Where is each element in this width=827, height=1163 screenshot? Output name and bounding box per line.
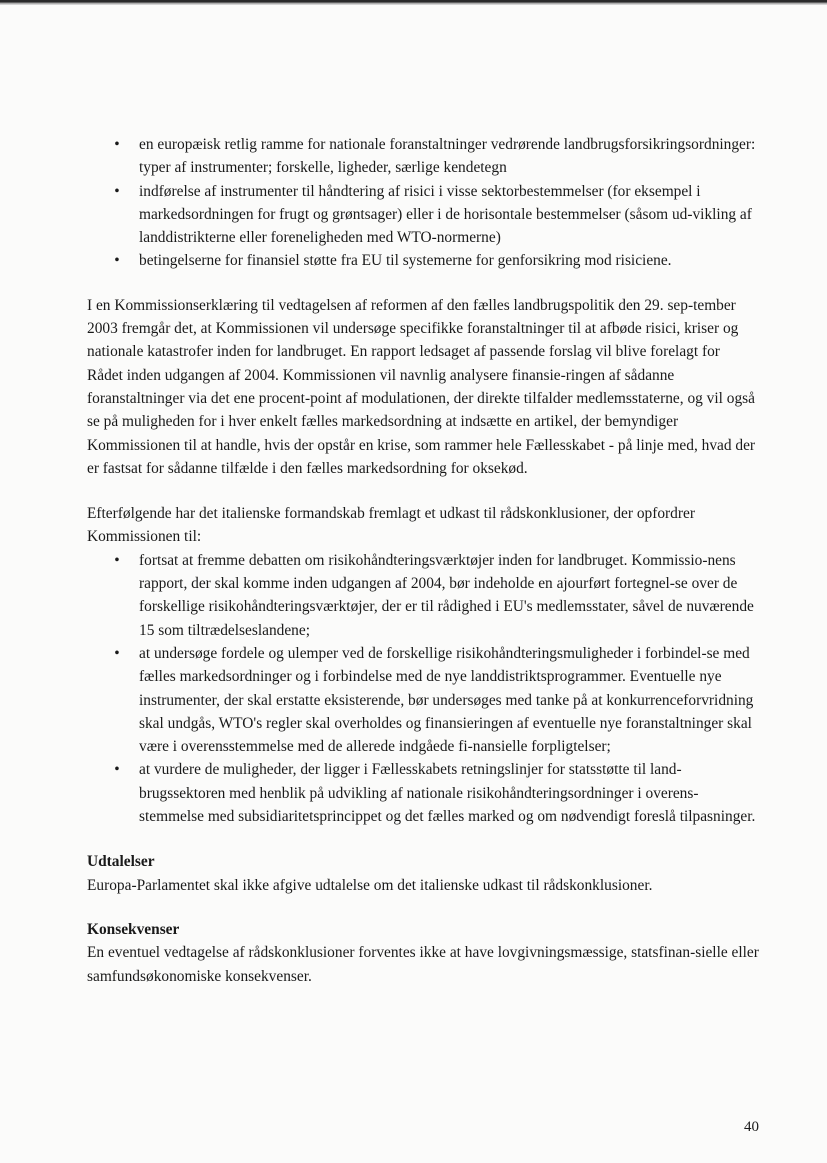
list-item-text: at undersøge fordele og ulemper ved de forskellige risikohåndteringsmuligheder i forbindel-se med fælles markedsordninger og i forbindelse med de nye landdistriktsprogrammer. Eventuelle nye instrumenter, der skal erstatte eksisterende, bør undersøges med tanke på at konkurrenceforvridning skal undgås, WTO's regler skal overholdes og finansieringen af eventuelle nye foranstaltninger skal være i overensstemmelse med de allerede indgåede fi-nansielle forpligtelser; <box>139 644 754 756</box>
page-number: 40 <box>744 1119 759 1135</box>
bullet-list-2 <box>87 549 759 829</box>
list-item-text: at vurdere de muligheder, der ligger i Fællesskabets retningslinjer for statsstøtte til land-brugssektoren med henblik på udvikling af nationale risikohåndteringsordninger i overens-stemmelse med subsidiaritetsprincippet og det fælles marked og om nødvendigt foreslå tilpasninger. <box>139 761 756 826</box>
scan-top-edge <box>0 0 827 5</box>
bullet-icon: • <box>114 136 120 153</box>
text-udtalelser: Europa-Parlamentet skal ikke afgive udtalelse om det italienske udkast til rådskonklusioner. <box>87 876 653 894</box>
bullet-icon: • <box>114 644 120 662</box>
bullet-icon: • <box>114 551 120 569</box>
bullet-icon: • <box>114 761 120 779</box>
list-item <box>87 249 759 272</box>
list-item <box>87 758 759 828</box>
paragraph-commission-declaration: I en Kommissionserklæring til vedtagelsen af reformen af den fælles landbrugspolitik den 29. sep-tember 2003 fremgår det, at Kommissionen vil undersøge specifikke foranstaltninger til at afbøde risici, kriser og nationale katastrofer inden for landbruget. En rapport ledsaget af passende forslag vil blive forelagt for Rådet inden udgangen af 2004. Kommissionen vil navnlig analysere finansie-ringen af sådanne foranstaltninger via det ene procent-point af modulationen, der direkte tilfalder medlemsstaterne, og vil også se på muligheden for i hver enkelt fælles markedsordning at indsætte en artikel, der bemyndiger Kommissionen til at handle, hvis der opstår en krise, som rammer hele Fællesskabet - på linje med, hvad der er fastsat for sådanne tilfælde i den fælles markedsordning for oksekød. <box>87 296 756 477</box>
list-item <box>87 549 759 642</box>
list-item <box>87 642 759 758</box>
document-page <box>87 133 759 988</box>
list-item-text: fortsat at fremme debatten om risikohåndteringsværktøjer inden for landbruget. Kommissio-nens rapport, der skal komme inden udgangen af 2004, bør indeholde en ajourført fortegnel-se over de forskellige risikohåndteringsværktøjer, der er til rådighed i EU's medlemsstater, såvel de nuværende 15 som tiltrædelseslandene; <box>139 551 754 639</box>
paragraph-italian-presidency: Efterfølgende har det italienske formandskab fremlagt et udkast til rådskonklusioner, der opfordrer Kommissionen til: <box>87 505 695 546</box>
list-item-text: indførelse af instrumenter til håndtering af risici i visse sektorbestemmelser (for eksempel i markedsordningen for frugt og grøntsager) eller i de horisontale bestemmelser (såsom ud-vikling af landdistrikterne eller foreneligheden med WTO-normerne) <box>139 182 752 247</box>
heading-konsekvenser: Konsekvenser <box>87 920 180 938</box>
list-item-text: en europæisk retlig ramme for nationale foranstaltninger vedrørende landbrugsforsikringsordninger: typer af instrumenter; forskelle, ligheder, særlige kendetegn <box>139 136 756 177</box>
bullet-icon: • <box>114 182 120 200</box>
list-item <box>87 133 759 180</box>
heading-udtalelser: Udtalelser <box>87 853 155 871</box>
list-item-text: betingelserne for finansiel støtte fra EU til systemerne for genforsikring mod risiciene. <box>139 252 672 270</box>
bullet-icon: • <box>114 252 120 270</box>
bullet-list-1 <box>87 133 759 273</box>
text-konsekvenser: En eventuel vedtagelse af rådskonklusioner forventes ikke at have lovgivningsmæssige, statsfinan-sielle eller samfundsøkonomiske konsekvenser. <box>87 944 759 985</box>
list-item <box>87 180 759 250</box>
